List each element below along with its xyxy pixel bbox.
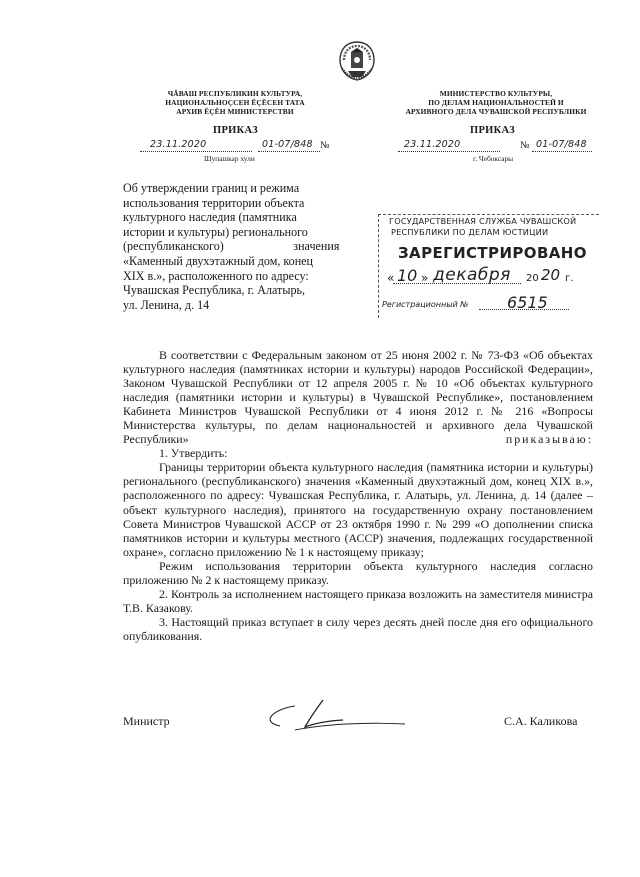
header-right-org	[398, 89, 594, 117]
subject-line: истории и культуры) регионального	[123, 224, 308, 239]
stamp-year-prefix: 20	[526, 273, 539, 284]
order-title-left: ПРИКАЗ	[213, 125, 259, 136]
order-body	[123, 348, 593, 643]
stamp-quote-open: «	[387, 271, 395, 285]
subject-line: Чувашская Республика, г. Алатырь,	[123, 283, 306, 298]
stamp-date-line	[393, 283, 521, 284]
stamp-reg-label: Регистрационный №	[382, 300, 469, 309]
right-number-sign: №	[520, 140, 530, 151]
body-item-2: 2. Контроль за исполнением настоящего приказа возложить на заместителя министра Т.В. Казакову.	[123, 586, 593, 615]
preamble-text: В соответствии с Федеральным законом от 25 июня 2002 г. № 73-ФЗ «Об объектах культурного наследия (памятниках истории и культуры) народов Российской Федерации», Законом Чувашской Республики от 12 апреля 2005 г. № 10 «Об объектах культурного наследия (памятники истории и культуры) в Чувашской Республике», постановлением Кабинета Министров Чувашской Республики от 4 июня 2012 г. № 216 «Вопросы Министерства культуры, по делам национальностей и архивного дела Чувашской Республики»	[123, 348, 593, 447]
stamp-line-1: ГОСУДАРСТВЕННАЯ СЛУЖБА ЧУВАШСКОЙ	[389, 216, 577, 226]
stamp-title: ЗАРЕГИСТРИРОВАНО	[398, 244, 587, 262]
left-number-line	[258, 151, 320, 152]
subject-line: использования территории объекта	[123, 195, 305, 210]
coat-of-arms-emblem	[336, 38, 378, 82]
left-order-date: 23.11.2020	[150, 139, 207, 150]
header-right-line-2: ПО ДЕЛАМ НАЦИОНАЛЬНОСТЕЙ И	[428, 98, 564, 108]
order-subject	[123, 181, 343, 312]
stamp-month: декабря	[433, 265, 511, 285]
right-date-line	[398, 151, 500, 152]
body-item-1b: Режим использования территории объекта культурного наследия согласно приложению № 2 к настоящему приказу.	[123, 558, 593, 587]
handwritten-signature	[255, 694, 405, 739]
stamp-day: 10	[397, 266, 418, 285]
body-item-3: 3. Настоящий приказ вступает в силу через десять дней после дня его официального опубликования.	[123, 614, 593, 643]
left-date-line	[140, 151, 252, 152]
stamp-line-2: РЕСПУБЛИКИ ПО ДЕЛАМ ЮСТИЦИИ	[391, 227, 549, 237]
subject-line: культурного наследия (памятника	[123, 210, 297, 225]
stamp-reg-number: 6515	[507, 293, 548, 312]
right-order-number: 01-07/848	[536, 139, 587, 150]
header-right-line-3: АРХИВНОГО ДЕЛА ЧУВАШСКОЙ РЕСПУБЛИКИ	[405, 107, 587, 117]
right-number-line	[532, 151, 592, 152]
header-right-line-1: МИНИСТЕРСТВО КУЛЬТУРЫ,	[439, 89, 553, 98]
header-left-line-3: АРХИВ ĔÇĔН МИНИСТЕРСТВИ	[176, 107, 294, 117]
stamp-quote-close: »	[421, 271, 429, 285]
body-item-1: 1. Утвердить:	[159, 446, 228, 461]
subject-line: (республиканского) значения	[123, 239, 340, 254]
stamp-year-suffix: 20	[541, 266, 561, 284]
right-order-date: 23.11.2020	[404, 139, 461, 150]
left-order-number: 01-07/848	[262, 139, 313, 150]
subject-line: «Каменный двухэтажный дом, конец	[123, 253, 314, 268]
registration-stamp	[378, 214, 599, 318]
stamp-year-g: г.	[565, 273, 574, 284]
left-number-sign: №	[320, 140, 330, 151]
body-item-1a: Границы территории объекта культурного наследия (памятника истории и культуры) регионального (республиканского) значения «Каменный двухэтажный дом, конец XIX в.», расположенного по адресу: Чувашская Республика, г. Алатырь, ул. Ленина, д. 14 (далее – объект культурного наследия), принятого на государственную охрану постановлением Совета Министров Чувашской АССР от 23 октября 1990 г. № 299 «О дополнении списка памятников истории и культуры местного (АССР) значения, подлежащих государственной охране», согласно приложению № 1 к настоящему приказу;	[123, 460, 593, 559]
subject-line: Об утверждении границ и режима	[123, 181, 300, 195]
signatory-title: Министр	[123, 714, 170, 728]
signatory-name: С.А. Каликова	[504, 714, 578, 728]
header-left-line-1: ЧĂВАШ РЕСПУБЛИКИН КУЛЬТУРА,	[167, 89, 303, 98]
subject-line: ул. Ленина, д. 14	[123, 297, 210, 312]
subject-line: XIX в.», расположенного по адресу:	[123, 268, 309, 283]
preamble-command: приказываю:	[505, 432, 593, 447]
header-left-org	[140, 89, 330, 117]
order-title-right: ПРИКАЗ	[470, 125, 516, 136]
left-city: Шупашкар хули	[204, 154, 255, 163]
right-city: г. Чебоксары	[473, 154, 514, 163]
header-left-line-2: НАЦИОНАЛЬНОÇСЕН ĔÇĔСЕН ТАТА	[165, 98, 305, 108]
body-paragraph-preamble	[123, 348, 593, 446]
